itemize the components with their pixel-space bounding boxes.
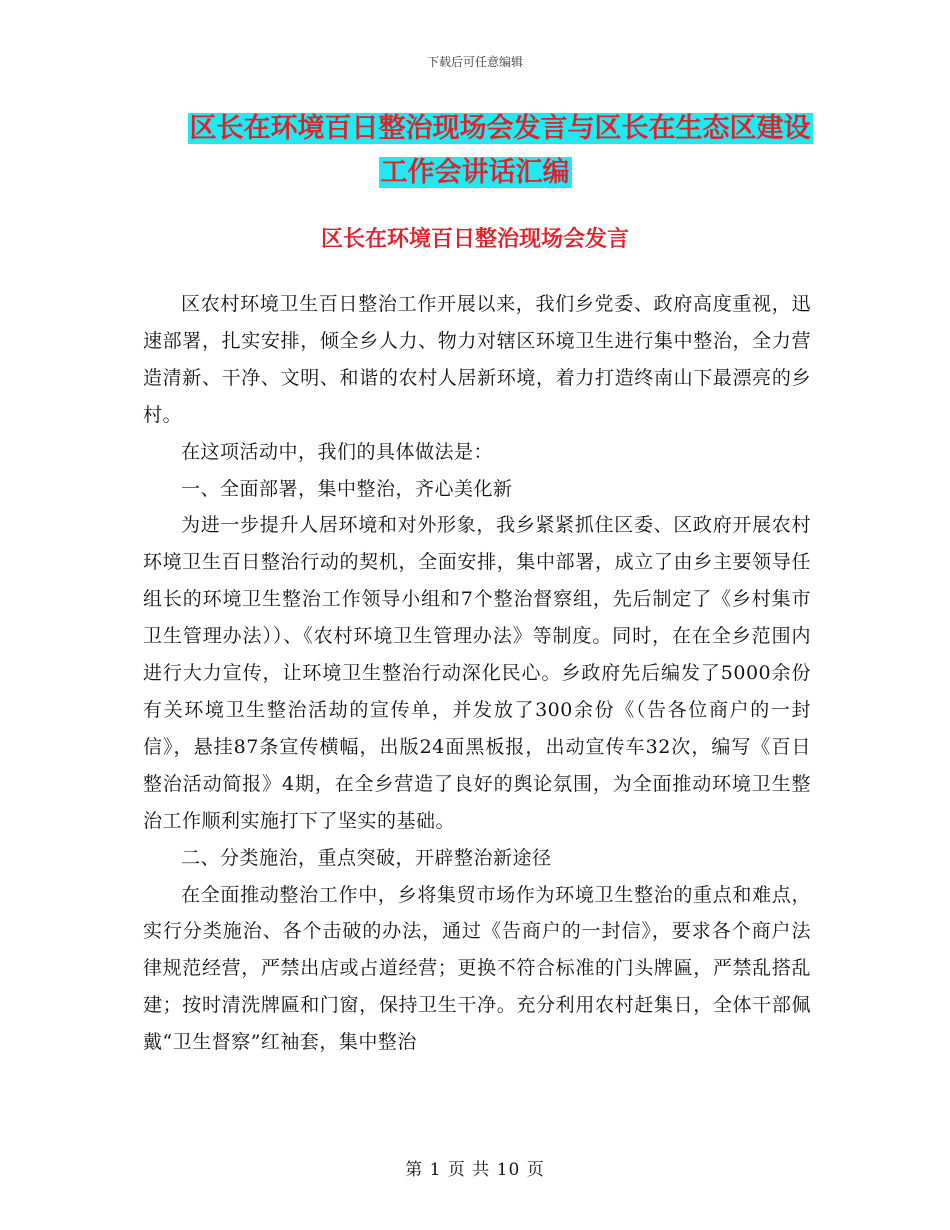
document-title-line-2	[0, 155, 950, 191]
paragraph: 为进一步提升人居环境和对外形象，我乡紧紧抓住区委、区政府开展农村环境卫生百日整治行动的契机，全面安排，集中部署，成立了由乡主要领导任组长的环境卫生整治工作领导小组和7个整治督察组，先后制定了《乡村集市卫生管理办法））、《农村环境卫生管理办法》等制度。同时，在在全乡范围内进行大力宣传，让环境卫生整治行动深化民心。乡政府先后编发了5000余份有关环境卫生整治活劫的宣传单，并发放了300余份《（告各位商户的一封信》，悬挂87条宣传横幅，出版24面黑板报，出动宣传车32次，编写《百日整治活动简报》4期，在全乡营造了良好的舆论氛围，为全面推动环境卫生整治工作顺利实施打下了坚实的基础。	[143, 514, 811, 832]
page-footer: 第 1 页 共 10 页	[405, 1160, 545, 1180]
paragraph: 在全面推动整治工作中，乡将集贸市场作为环境卫生整治的重点和难点，实行分类施治、各个击破的办法，通过《告商户的一封信》，要求各个商户法律规范经营，严禁出店或占道经营；更换不符合标准的门头牌匾，严禁乱搭乱建；按时清洗牌匾和门窗，保持卫生干净。充分利用农村赶集日，全体干部佩戴“卫生督察”红袖套，集中整治	[143, 883, 811, 1054]
header-note: 下载后可任意编辑	[426, 55, 523, 69]
document-title-text-2: 工作会讲话汇编	[380, 157, 570, 188]
paragraph-heading: 二、分类施治，重点突破，开辟整治新途径	[181, 846, 552, 869]
document-title-text-1: 区长在环境百日整治现场会发言与区长在生态区建设	[189, 113, 811, 144]
document-title-line-1	[25, 111, 950, 147]
paragraph: 区农村环境卫生百日整治工作开展以来，我们乡党委、政府高度重视，迅速部署，扎实安排，倾全乡人力、物力对辖区环境卫生进行集中整治，全力营造清新、干净、文明、和谐的农村人居新环境，着力打造终南山下最漂亮的乡村。	[143, 293, 811, 426]
paragraph: 在这项活动中，我们的具体做法是：	[181, 440, 494, 463]
paragraph-heading: 一、全面部署，集中整治，齐心美化新	[181, 477, 513, 500]
document-body	[143, 286, 811, 1061]
section-title: 区长在环境百日整治现场会发言	[320, 227, 629, 252]
